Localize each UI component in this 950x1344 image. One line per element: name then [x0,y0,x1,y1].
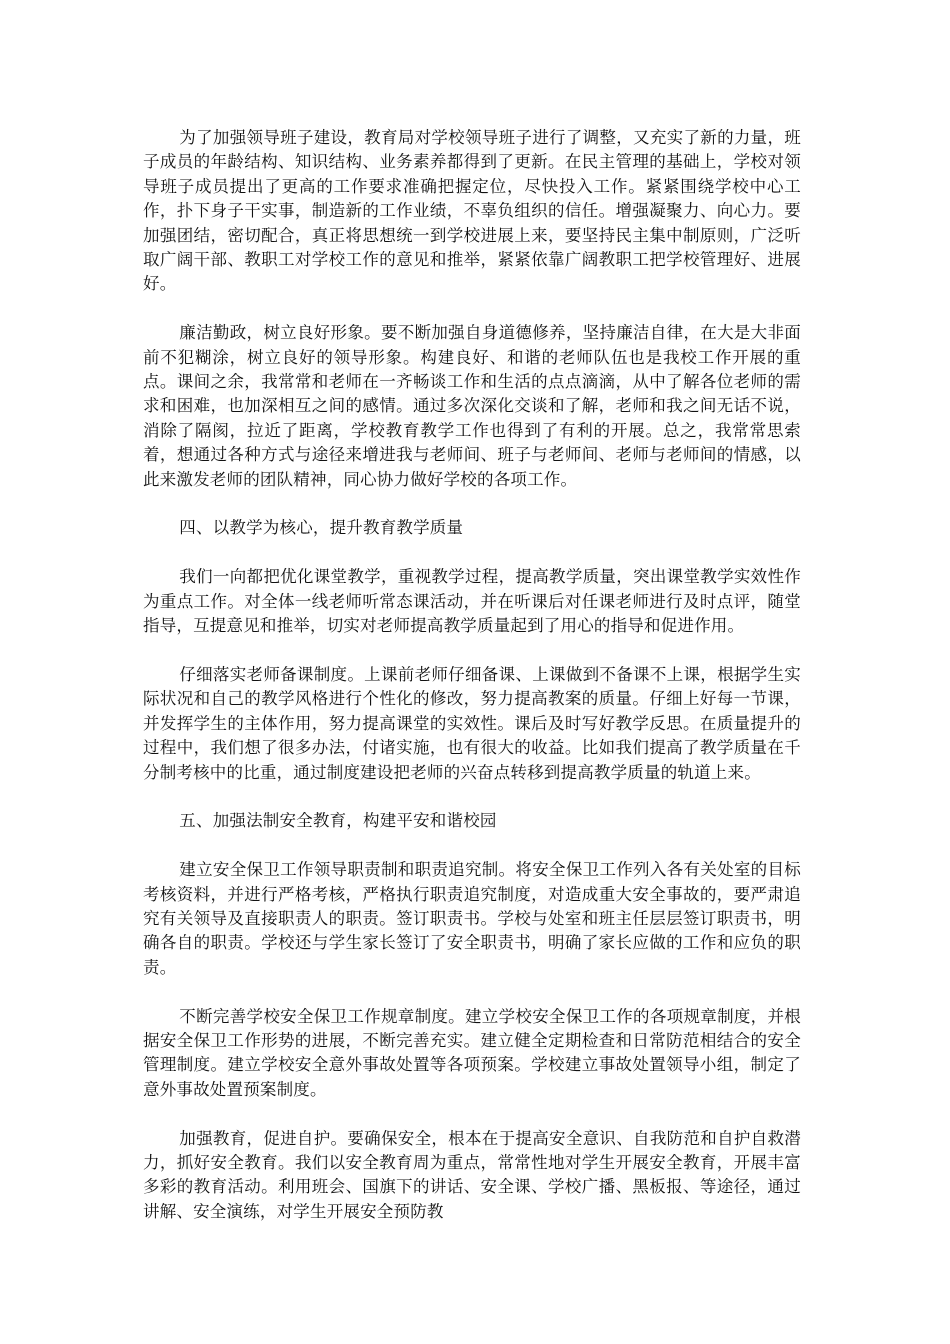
section-heading-teaching-quality: 四、以教学为核心，提升教育教学质量 [179,518,464,538]
document-body [143,126,801,1249]
paragraph-self-protection: 加强教育，促进自护。要确保安全，根本在于提高安全意识、自我防范和自护自救潜力，抓好安全教育。我们以安全教育周为重点，常常性地对学生开展安全教育，开展丰富多彩的教育活动。利用班会、国旗下的讲话、安全课、学校广播、黑板报、等途径，通过讲解、安全演练，对学生开展安全预防教 [143,1128,801,1221]
paragraph-integrity: 廉洁勤政，树立良好形象。要不断加强自身道德修养，坚持廉洁自律，在大是大非面前不犯糊涂，树立良好的领导形象。构建良好、和谐的老师队伍也是我校工作开展的重点。课间之余，我常常和老师在一齐畅谈工作和生活的点点滴滴，从中了解各位老师的需求和困难，也加深相互之间的感情。通过多次深化交谈和了解，老师和我之间无话不说，消除了隔阂，拉近了距离，学校教育教学工作也得到了有利的开展。总之，我常常思索着，想通过各种方式与途径来增进我与老师间、班子与老师间、老师与老师间的情感，以此来激发老师的团队精神，同心协力做好学校的各项工作。 [143,323,801,489]
section-heading-safety-education: 五、加强法制安全教育，构建平安和谐校园 [179,811,497,831]
paragraph-lesson-preparation: 仔细落实老师备课制度。上课前老师仔细备课、上课做到不备课不上课，根据学生实际状况和自己的教学风格进行个性化的修改，努力提高教案的质量。仔细上好每一节课，并发挥学生的主体作用，努力提高课堂的实效性。课后及时写好教学反思。在质量提升的过程中，我们想了很多办法，付诸实施，也有很大的收益。比如我们提高了教学质量在千分制考核中的比重，通过制度建设把老师的兴奋点转移到提高教学质量的轨道上来。 [143,664,801,782]
paragraph-leadership-team: 为了加强领导班子建设，教育局对学校领导班子进行了调整，又充实了新的力量，班子成员的年龄结构、知识结构、业务素养都得到了更新。在民主管理的基础上，学校对领导班子成员提出了更高的工作要求准确把握定位，尽快投入工作。紧紧围绕学校中心工作，扑下身子干实事，制造新的工作业绩，不辜负组织的信任。增强凝聚力、向心力。要加强团结，密切配合，真正将思想统一到学校进展上来，要坚持民主集中制原则，广泛听取广阔干部、教职工对学校工作的意见和推举，紧紧依靠广阔教职工把学校管理好、进展好。 [143,128,801,294]
paragraph-safety-regulations: 不断完善学校安全保卫工作规章制度。建立学校安全保卫工作的各项规章制度，并根据安全保卫工作形势的进展，不断完善充实。建立健全定期检查和日常防范相结合的安全管理制度。建立学校安全意外事故处置等各项预案。学校建立事故处置领导小组，制定了意外事故处置预案制度。 [143,1006,801,1099]
paragraph-safety-responsibility: 建立安全保卫工作领导职责制和职责追究制。将安全保卫工作列入各有关处室的目标考核资料，并进行严格考核，严格执行职责追究制度，对造成重大安全事故的，要严肃追究有关领导及直接职责人的职责。签订职责书。学校与处室和班主任层层签订职责书，明确各自的职责。学校还与学生家长签订了安全职责书，明确了家长应做的工作和应负的职责。 [143,860,801,977]
paragraph-classroom-teaching: 我们一向都把优化课堂教学，重视教学过程，提高教学质量，突出课堂教学实效性作为重点工作。对全体一线老师听常态课活动，并在听课后对任课老师进行及时点评，随堂指导，互提意见和推举，切实对老师提高教学质量起到了用心的指导和促进作用。 [143,567,801,636]
